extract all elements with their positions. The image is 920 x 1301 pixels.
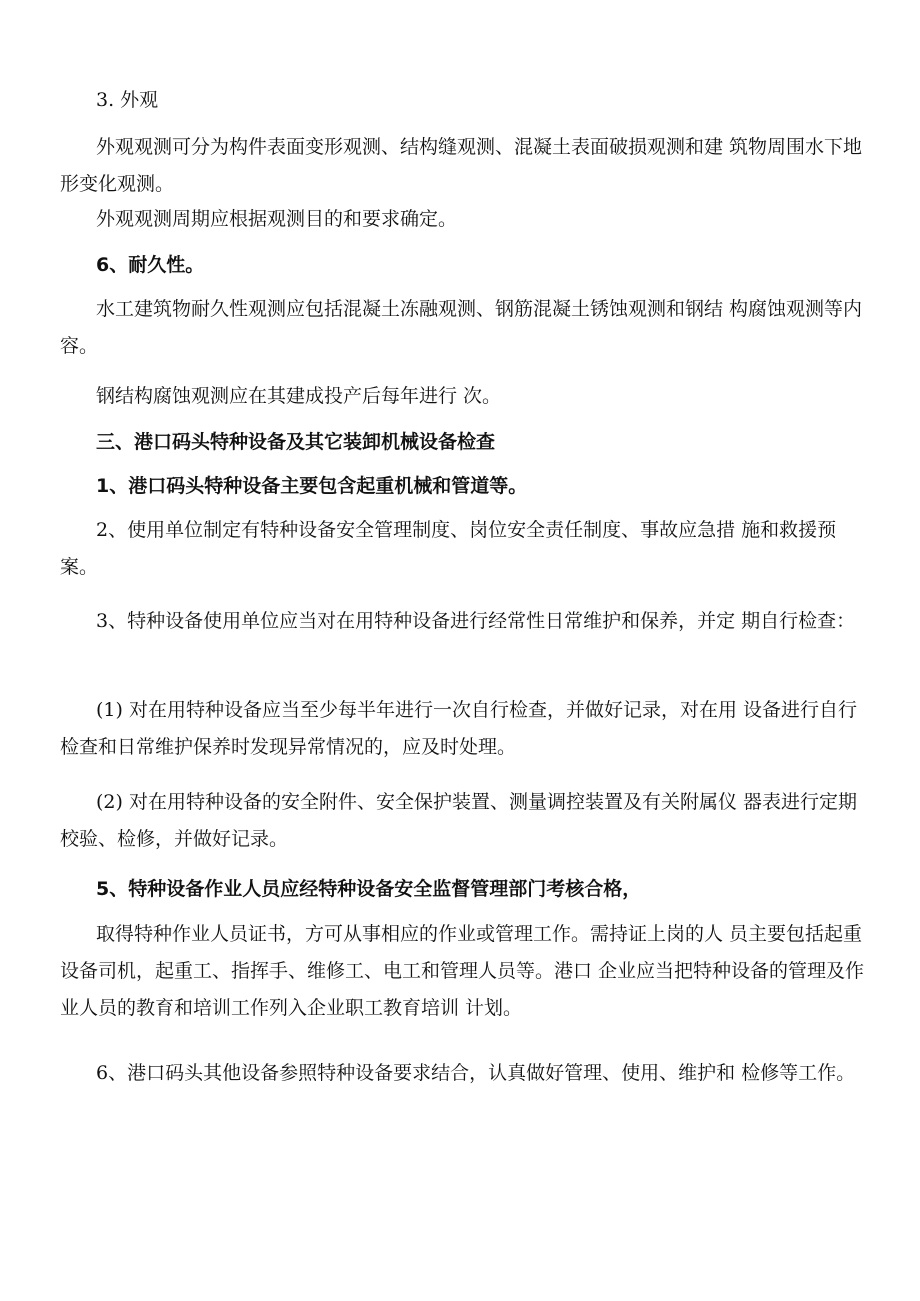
heading-durability: 6、耐久性。 — [96, 254, 205, 276]
paragraph-durability-content: 水工建筑物耐久性观测应包括混凝土冻融观测、钢筋混凝土锈蚀观测和钢结 构腐蚀观测等内容。 — [60, 298, 863, 357]
item-1-special-equipment: 1、港口码头特种设备主要包含起重机械和管道等。 — [96, 475, 528, 497]
item-6-other-equipment: 6、港口码头其他设备参照特种设备要求结合，认真做好管理、使用、维护和 检修等工作。 — [96, 1062, 856, 1084]
paragraph-appearance-types: 外观观测可分为构件表面变形观测、结构缝观测、混凝土表面破损观测和建 筑物周围水下地形变化观测。 — [60, 136, 863, 195]
item-3-maintenance: 3、特种设备使用单位应当对在用特种设备进行经常性日常维护和保养，并定 期自行检查： — [96, 610, 856, 632]
paragraph-corrosion-frequency: 钢结构腐蚀观测应在其建成投产后每年进行 次。 — [96, 385, 502, 407]
heading-appearance: 3. 外观 — [96, 89, 159, 111]
subitem-2-calibration: (2) 对在用特种设备的安全附件、安全保护装置、测量调控装置及有关附属仪 器表进行定期校验、检修，并做好记录。 — [60, 791, 857, 850]
item-2-safety-systems: 2、使用单位制定有特种设备安全管理制度、岗位安全责任制度、事故应急措 施和救援预案。 — [60, 519, 837, 578]
item-5-operator-qualification: 5、特种设备作业人员应经特种设备安全监督管理部门考核合格， — [96, 878, 642, 900]
heading-special-equipment: 三、港口码头特种设备及其它装卸机械设备检查 — [96, 431, 496, 453]
paragraph-appearance-period: 外观观测周期应根据观测目的和要求确定。 — [96, 208, 458, 230]
paragraph-certification: 取得特种作业人员证书，方可从事相应的作业或管理工作。需持证上岗的人 员主要包括起重设备司机，起重工、指挥手、维修工、电工和管理人员等。港口 企业应当把特种设备的管理及作业人员的教育和培训工作列入企业职工教育培训 计划。 — [60, 923, 865, 1019]
subitem-1-self-inspection: (1) 对在用特种设备应当至少每半年进行一次自行检查，并做好记录，对在用 设备进行自行检查和日常维护保养时发现异常情况的，应及时处理。 — [60, 699, 857, 758]
